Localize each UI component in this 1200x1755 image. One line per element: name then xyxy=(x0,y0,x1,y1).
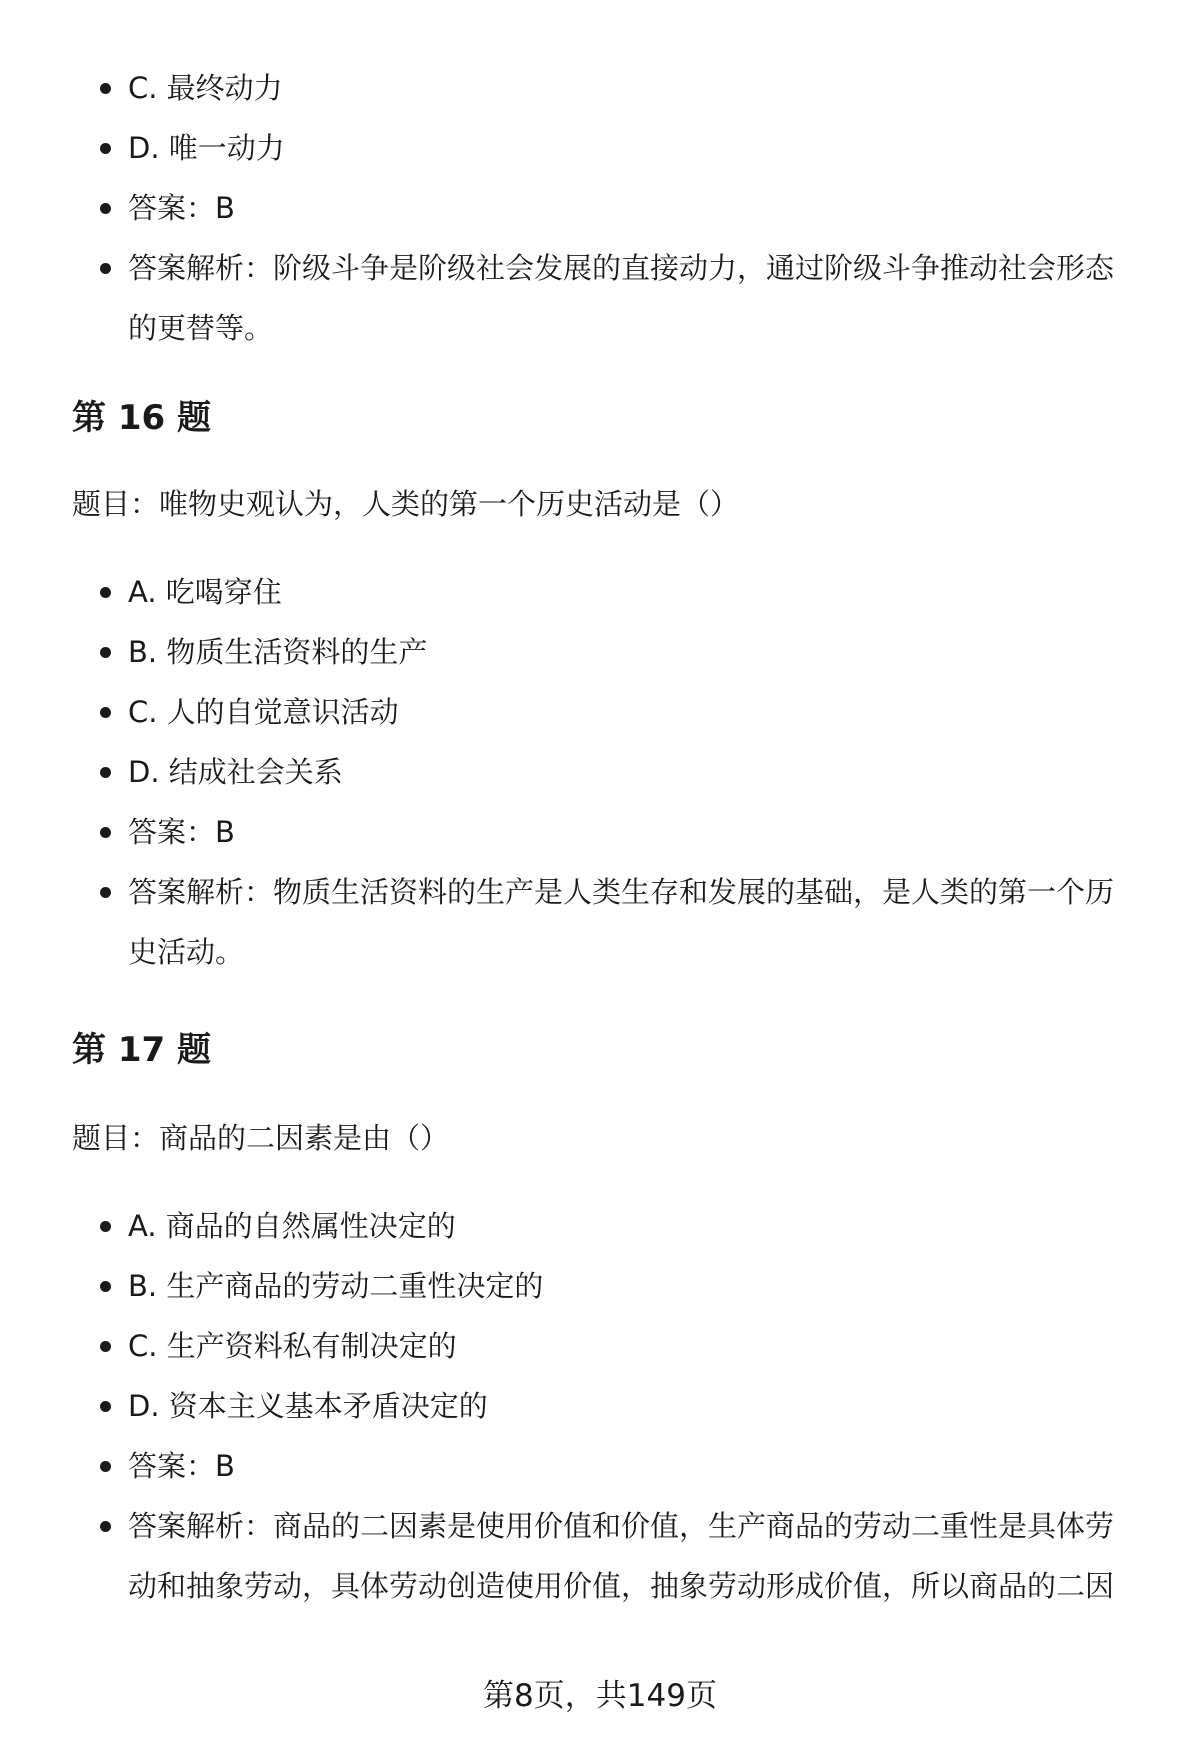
page-number-footer: 第8页，共149页 xyxy=(483,1678,717,1714)
option-d: D. 唯一动力 xyxy=(72,118,1142,178)
prev-question-options xyxy=(72,58,1142,358)
question-16-options xyxy=(72,562,1142,982)
option-a: A. 吃喝穿住 xyxy=(72,562,1142,622)
question-16-stem: 题目：唯物史观认为，人类的第一个历史活动是（） xyxy=(72,487,740,521)
answer: 答案：B xyxy=(72,1436,1142,1496)
question-17-stem: 题目：商品的二因素是由（） xyxy=(72,1121,450,1155)
option-b: B. 生产商品的劳动二重性决定的 xyxy=(72,1256,1142,1316)
option-c: C. 人的自觉意识活动 xyxy=(72,682,1142,742)
answer: 答案：B xyxy=(72,178,1142,238)
option-b: B. 物质生活资料的生产 xyxy=(72,622,1142,682)
question-16-heading: 第 16 题 xyxy=(72,398,211,438)
question-17-options xyxy=(72,1196,1142,1616)
option-d: D. 结成社会关系 xyxy=(72,742,1142,802)
option-c: C. 生产资料私有制决定的 xyxy=(72,1316,1142,1376)
answer-explanation: 答案解析：物质生活资料的生产是人类生存和发展的基础，是人类的第一个历史活动。 xyxy=(72,862,1142,982)
option-d: D. 资本主义基本矛盾决定的 xyxy=(72,1376,1142,1436)
option-a: A. 商品的自然属性决定的 xyxy=(72,1196,1142,1256)
option-c: C. 最终动力 xyxy=(72,58,1142,118)
page-content xyxy=(72,58,1142,1616)
question-17-heading: 第 17 题 xyxy=(72,1030,211,1070)
answer-explanation: 答案解析：阶级斗争是阶级社会发展的直接动力，通过阶级斗争推动社会形态的更替等。 xyxy=(72,238,1142,358)
answer: 答案：B xyxy=(72,802,1142,862)
answer-explanation: 答案解析：商品的二因素是使用价值和价值，生产商品的劳动二重性是具体劳动和抽象劳动，具体劳动创造使用价值，抽象劳动形成价值，所以商品的二因 xyxy=(72,1496,1142,1616)
